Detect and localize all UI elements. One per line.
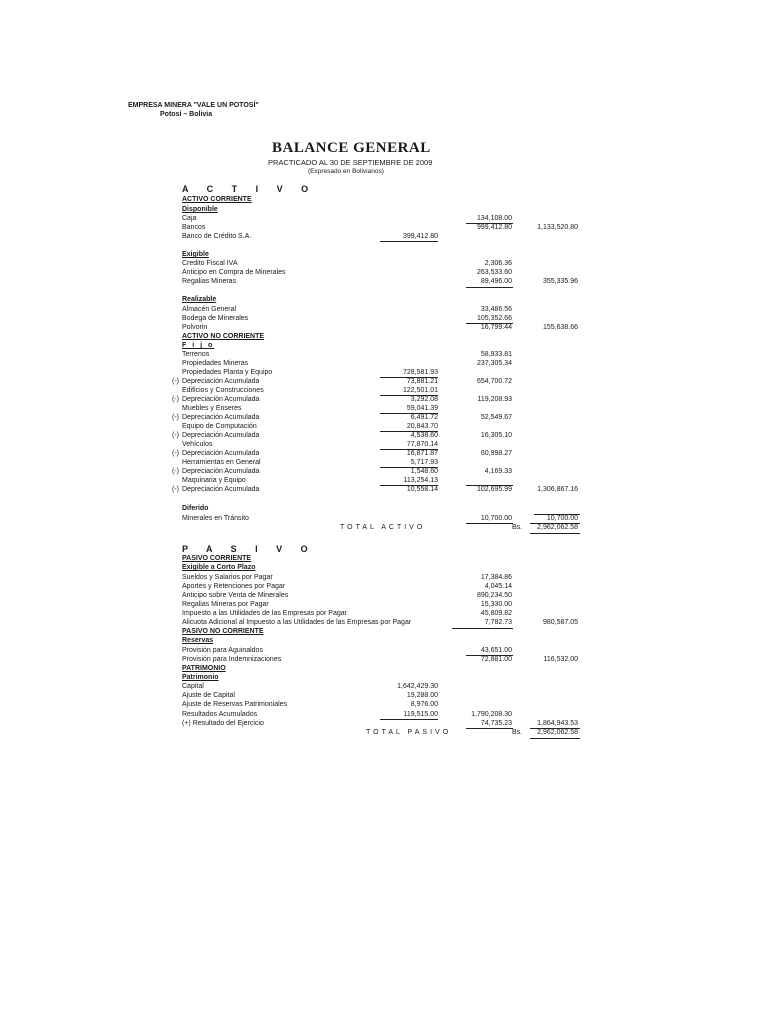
impuesto-value: 45,809.82 — [480, 610, 512, 617]
activo-heading: A C T I V O — [182, 184, 317, 194]
fijo-heading: F i j o — [182, 342, 215, 349]
anticipo-venta-label: Anticipo sobre Venta de Minerales — [182, 592, 289, 599]
company-location: Potosí – Bolivia — [160, 111, 213, 118]
planta-label: Propiedades Planta y Equipo — [182, 369, 273, 376]
computacion-label: Equipo de Computación — [182, 423, 257, 430]
total-pasivo-value: 2,962,062.58 — [537, 729, 578, 736]
regalias-value: 89,496.00 — [480, 278, 512, 285]
resultado-ejercicio-label: (+) Resultado del Ejercicio — [182, 720, 264, 727]
rule — [466, 485, 513, 486]
resultados-acumulados-label: Resultados Acumulados — [182, 711, 258, 718]
planta-value: 728,581.93 — [402, 369, 438, 376]
rule — [530, 523, 580, 524]
dep6-label: Depreciación Acumulada — [182, 468, 260, 475]
exigible-heading: Exigible — [182, 251, 209, 258]
herramientas-value: 5,717.93 — [410, 459, 438, 466]
dep1-net: 654,700.72 — [476, 378, 512, 385]
total-pasivo-currency: Bs. — [512, 729, 523, 736]
caja-label: Caja — [182, 215, 197, 222]
rule — [466, 287, 513, 288]
rule — [380, 467, 438, 468]
rule — [380, 395, 438, 396]
ajuste-capital-label: Ajuste de Capital — [182, 692, 235, 699]
exigible-corto-total: 980,587.05 — [542, 619, 578, 626]
pasivo-corriente-heading: PASIVO CORRIENTE — [182, 555, 252, 562]
dep7-value: 10,558.14 — [406, 486, 438, 493]
total-activo-label: TOTAL ACTIVO — [340, 524, 426, 531]
muebles-value: 59,041.39 — [406, 405, 438, 412]
rule — [466, 655, 513, 656]
total-activo-currency: Bs. — [512, 524, 523, 531]
rule — [380, 413, 438, 414]
rule — [380, 241, 438, 242]
diferido-total: 10,700.00 — [546, 515, 578, 522]
company-name: EMPRESA MINERA "VALE UN POTOSÍ" — [128, 102, 259, 109]
sueldos-value: 17,384.86 — [480, 574, 512, 581]
almacen-value: 33,486.56 — [480, 306, 512, 313]
dep3-value: 6,491.72 — [410, 414, 438, 421]
rule — [380, 377, 438, 378]
bodega-label: Bodega de Minerales — [182, 315, 249, 322]
indemnizaciones-value: 72,881.00 — [480, 656, 512, 663]
diferido-heading: Diferido — [182, 505, 209, 512]
anticipo-venta-value: 890,234.50 — [476, 592, 512, 599]
terrenos-value: 58,933.81 — [480, 351, 512, 358]
edificios-value: 122,501.01 — [402, 387, 438, 394]
dep3-prefix: (-) — [172, 414, 179, 421]
indemnizaciones-label: Provisión para Indemnizaciones — [182, 656, 282, 663]
capital-value: 1,642,429.30 — [397, 683, 438, 690]
rule — [534, 514, 580, 515]
polvorin-value: 16,799.44 — [480, 324, 512, 331]
bancos-label: Bancos — [182, 224, 206, 231]
dep2-label: Depreciación Acumulada — [182, 396, 260, 403]
rule — [380, 485, 438, 486]
maquinaria-label: Maquinaria y Equipo — [182, 477, 246, 484]
rule — [466, 323, 513, 324]
dep3-label: Depreciación Acumulada — [182, 414, 260, 421]
dep3-net: 52,549.67 — [480, 414, 512, 421]
dep4-prefix: (-) — [172, 432, 179, 439]
regalias-pagar-label: Regalias Mineras por Pagar — [182, 601, 269, 608]
propiedades-mineras-value: 237,305.34 — [476, 360, 512, 367]
patrimonio-total: 1,864,943.53 — [537, 720, 578, 727]
banco-credito-value: 399,412.80 — [402, 233, 438, 240]
exigible-corto-heading: Exigible a Corto Plazo — [182, 564, 256, 571]
vehiculos-label: Vehículos — [182, 441, 213, 448]
currency-note: (Expresado en Bolivianos) — [308, 168, 384, 175]
pasivo-no-corriente-heading: PASIVO NO CORRIENTE — [182, 628, 264, 635]
ajuste-reservas-value: 8,976.00 — [410, 701, 438, 708]
realizable-total: 155,638.66 — [542, 324, 578, 331]
aguinaldos-value: 43,651.00 — [480, 647, 512, 654]
dep7-prefix: (-) — [172, 486, 179, 493]
minerales-transito-label: Minerales en Tránsito — [182, 515, 249, 522]
dep6-value: 1,548.60 — [410, 468, 438, 475]
disponible-total: 1,133,520.80 — [537, 224, 578, 231]
ajuste-capital-value: 19,288.00 — [406, 692, 438, 699]
disponible-heading: Disponible — [182, 206, 218, 213]
dep7-label: Depreciación Acumulada — [182, 486, 260, 493]
exigible-total: 355,335.96 — [542, 278, 578, 285]
polvorin-label: Polvorin — [182, 324, 208, 331]
anticipo-compra-label: Anticipo en Compra de Minerales — [182, 269, 286, 276]
resultado-ejercicio-value: 74,735.23 — [480, 720, 512, 727]
patrimonio-subtotal: 1,790,208.30 — [471, 711, 512, 718]
ajuste-reservas-label: Ajuste de Reservas Patrimoniales — [182, 701, 288, 708]
dep5-value: 16,871.87 — [406, 450, 438, 457]
dep4-value: 4,538.60 — [410, 432, 438, 439]
activo-no-corriente-heading: ACTIVO NO CORRIENTE — [182, 333, 265, 340]
alicuota-label: Alicuota Adicional al Impuesto a las Utilidades de las Empresas por Pagar — [182, 619, 412, 626]
minerales-transito-value: 10,700.00 — [480, 515, 512, 522]
regalias-label: Regalias Mineras — [182, 278, 237, 285]
vehiculos-value: 77,870.14 — [406, 441, 438, 448]
patrimonio-section-heading: PATRIMONIO — [182, 665, 226, 672]
impuesto-label: Impuesto a las Utilidades de las Empresas por Pagar — [182, 610, 347, 617]
herramientas-label: Herramientas en General — [182, 459, 261, 466]
aportes-value: 4,045.14 — [484, 583, 512, 590]
reservas-total: 116,532.00 — [543, 656, 578, 663]
dep1-label: Depreciación Acumulada — [182, 378, 260, 385]
credito-iva-value: 2,306.36 — [484, 260, 512, 267]
dep1-value: 73,881.21 — [406, 378, 438, 385]
dep5-net: 60,998.27 — [480, 450, 512, 457]
credito-iva-label: Credito Fiscal IVA — [182, 260, 238, 267]
almacen-label: Almacén General — [182, 306, 237, 313]
maquinaria-value: 113,254.13 — [403, 477, 438, 484]
rule — [466, 223, 513, 224]
rule — [380, 431, 438, 432]
fijo-total: 1,306,867.16 — [537, 486, 578, 493]
document-title: BALANCE GENERAL — [272, 140, 431, 156]
dep4-net: 16,305.10 — [480, 432, 512, 439]
patrimonio-heading: Patrimonio — [182, 674, 219, 681]
dep1-prefix: (-) — [172, 378, 179, 385]
capital-label: Capital — [182, 683, 204, 690]
document-subtitle: PRACTICADO AL 30 DE SEPTIEMBRE DE 2009 — [268, 158, 433, 167]
dep2-prefix: (-) — [172, 396, 179, 403]
bodega-value: 105,352.66 — [476, 315, 512, 322]
dep6-net: 4,169.33 — [484, 468, 512, 475]
regalias-pagar-value: 15,330.00 — [480, 601, 512, 608]
rule — [380, 719, 438, 720]
alicuota-value: 7,782.73 — [484, 619, 512, 626]
rule — [530, 533, 580, 534]
muebles-label: Muebles y Enseres — [182, 405, 242, 412]
activo-corriente-heading: ACTIVO CORRIENTE — [182, 196, 252, 203]
resultados-acumulados-value: 119,515.00 — [403, 711, 438, 718]
caja-value: 134,108.00 — [476, 215, 512, 222]
rule — [452, 628, 513, 629]
banco-credito-label: Banco de Crédito S.A. — [182, 233, 252, 240]
bancos-value: 999,412.80 — [476, 224, 512, 231]
dep6-prefix: (-) — [172, 468, 179, 475]
edificios-label: Edificios y Construcciones — [182, 387, 264, 394]
reservas-heading: Reservas — [182, 637, 214, 644]
computacion-value: 20,843.70 — [406, 423, 438, 430]
total-pasivo-label: TOTAL PASIVO — [366, 729, 452, 736]
realizable-heading: Realizable — [182, 296, 217, 303]
rule — [530, 738, 580, 739]
anticipo-compra-value: 263,533.60 — [476, 269, 512, 276]
sueldos-label: Sueldos y Salarios por Pagar — [182, 574, 273, 581]
dep5-label: Depreciación Acumulada — [182, 450, 260, 457]
aportes-label: Aportes y Retenciones por Pagar — [182, 583, 286, 590]
total-activo-value: 2,962,062.58 — [537, 524, 578, 531]
propiedades-mineras-label: Propiedades Mineras — [182, 360, 249, 367]
pasivo-heading: P A S I V O — [182, 544, 316, 554]
dep7-net: 102,695.99 — [476, 486, 512, 493]
rule — [380, 449, 438, 450]
dep5-prefix: (-) — [172, 450, 179, 457]
dep4-label: Depreciación Acumulada — [182, 432, 260, 439]
dep2-net: 119,208.93 — [477, 396, 512, 403]
dep2-value: 3,292.08 — [410, 396, 438, 403]
aguinaldos-label: Provisión para Aguinaldos — [182, 647, 263, 654]
terrenos-label: Terrenos — [182, 351, 210, 358]
